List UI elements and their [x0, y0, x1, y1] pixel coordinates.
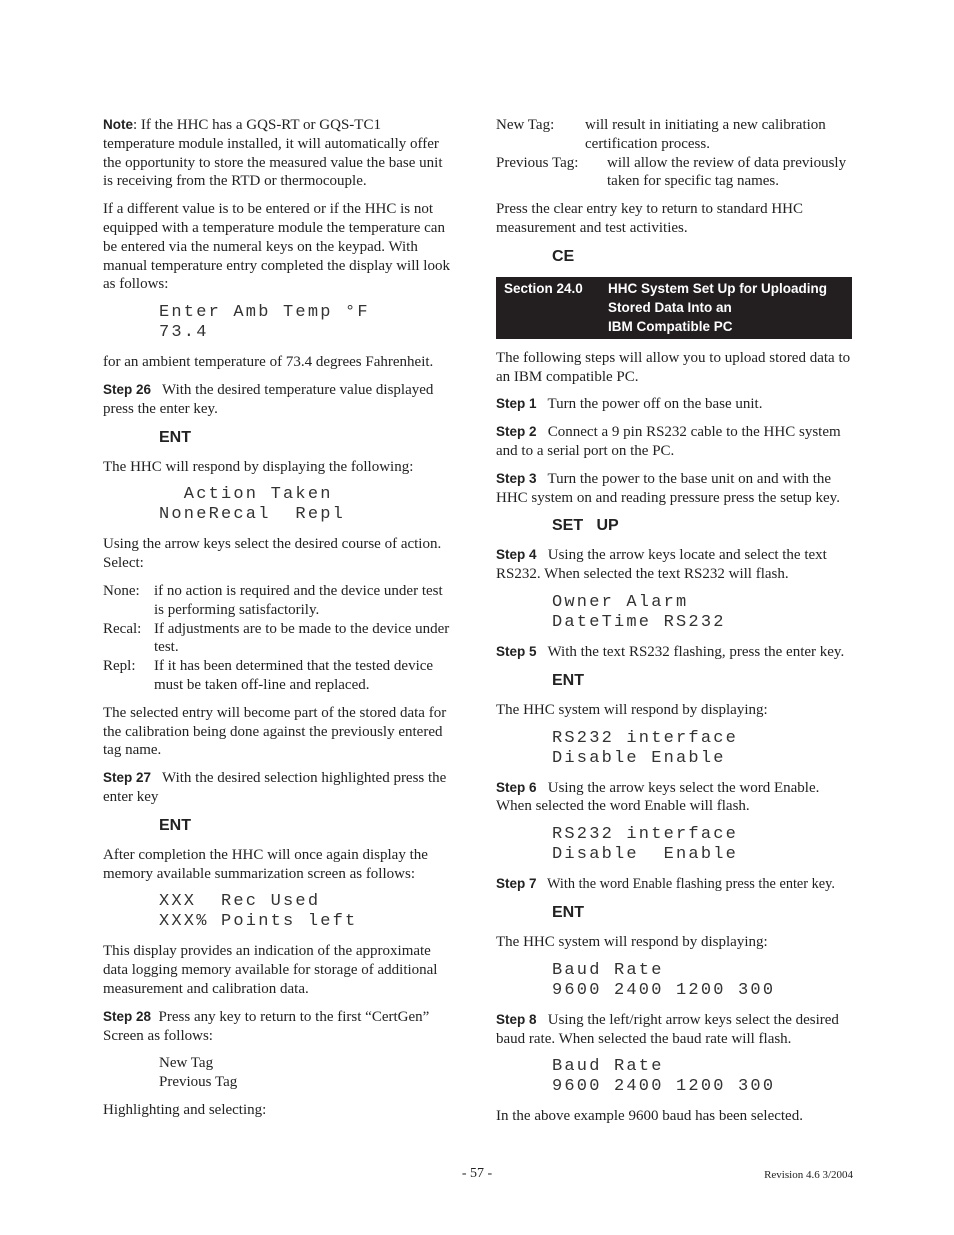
- step-2-label: Step 2: [496, 424, 537, 440]
- step-6: [496, 779, 852, 817]
- tag-new: [496, 116, 852, 154]
- display-indication-paragraph: This display provides an indication of the approximate data logging memory available for storage of additional measurement and calibration data.: [103, 943, 438, 997]
- tag-definition: will result in initiating a new calibration certification process.: [585, 117, 826, 152]
- tag-previous: [496, 154, 852, 192]
- step-1: [496, 395, 852, 414]
- action-options-list: [103, 582, 456, 695]
- step-5: [496, 643, 852, 662]
- tag-definition: will allow the review of data previously taken for specific tag names.: [607, 154, 847, 190]
- option-repl: [103, 657, 456, 695]
- section-heading-bar: [496, 277, 852, 339]
- step-5-label: Step 5: [496, 643, 537, 659]
- step-28-label: Step 28: [103, 1008, 152, 1024]
- note-paragraph: [103, 116, 456, 191]
- page-number: - 57 -: [461, 1166, 493, 1181]
- lcd-display-rs232-interface: RS232 interface Disable Enable: [552, 728, 739, 768]
- step-1-label: Step 1: [496, 396, 537, 412]
- clear-entry-key-label: CE: [552, 247, 575, 265]
- step-6-label: Step 6: [496, 779, 537, 795]
- step-8-text: Using the left/right arrow keys select the desired baud rate. When selected the baud rate will flash.: [496, 1011, 839, 1047]
- section-number: Section 24.0: [504, 280, 583, 296]
- step-6-text: Using the arrow keys select the word Enable. When selected the word Enable will flash.: [496, 779, 820, 815]
- note-text: : If the HHC has a GQS-RT or GQS-TC1 temperature module installed, it will automatically offer the opportunity to store the measured value the base unit is receiving from the RTD or thermocouple.: [103, 117, 443, 190]
- different-value-paragraph: If a different value is to be entered or if the HHC is not equipped with a temperature module the temperature can be entered via the numeral keys on the keypad. With manual temperature entry completed the display will look as follows:: [103, 201, 450, 293]
- tag-options-list: [496, 116, 852, 191]
- option-term: None:: [103, 582, 140, 599]
- enter-key-label: ENT: [159, 816, 191, 834]
- respond-paragraph: The HHC will respond by displaying the following:: [103, 458, 414, 475]
- step-27-text: With the desired selection highlighted press the enter key: [103, 770, 447, 805]
- lcd-display-baud-rate: Baud Rate 9600 2400 1200 300: [552, 960, 776, 1000]
- selected-entry-paragraph: The selected entry will become part of the stored data for the calibration being done against the previously entered tag name.: [103, 704, 447, 759]
- step-28-text: Press any key to return to the first “CertGen” Screen as follows:: [103, 1008, 430, 1044]
- menu-item-new-tag: New Tag: [159, 1055, 214, 1072]
- step-26-text: With the desired temperature value displayed press the enter key.: [103, 381, 434, 417]
- tag-term: Previous Tag:: [496, 154, 579, 171]
- setup-key-label: SET UP: [552, 517, 619, 535]
- step-8: [496, 1011, 852, 1049]
- step-2-text: Connect a 9 pin RS232 cable to the HHC system and to a serial port on the PC.: [496, 424, 841, 459]
- step-7: [496, 875, 852, 894]
- enter-key-label: ENT: [552, 671, 584, 689]
- arrow-keys-paragraph: Using the arrow keys select the desired course of action. Select:: [103, 536, 442, 572]
- option-definition: If it has been determined that the tested device must be taken off-line and replaced.: [154, 658, 434, 693]
- option-term: Repl:: [103, 658, 136, 675]
- section-title: HHC System Set Up for Uploading Stored Data Into an IBM Compatible PC: [608, 280, 828, 334]
- step-3: [496, 470, 852, 508]
- step-3-label: Step 3: [496, 470, 537, 486]
- step-4-text: Using the arrow keys locate and select the text RS232. When selected the text RS232 will flash.: [496, 547, 827, 583]
- step-5-text: With the text RS232 flashing, press the enter key.: [547, 643, 845, 660]
- option-recal: [103, 620, 456, 658]
- option-definition: if no action is required and the device under test is performing satisfactorily.: [154, 582, 443, 618]
- after-completion-paragraph: After completion the HHC will once again display the memory available summarization screen as follows:: [103, 846, 428, 882]
- highlighting-paragraph: Highlighting and selecting:: [103, 1101, 267, 1118]
- option-term: Recal:: [103, 620, 142, 637]
- respond-paragraph: The HHC system will respond by displaying:: [496, 933, 768, 950]
- clear-entry-paragraph: Press the clear entry key to return to standard HHC measurement and test activities.: [496, 201, 803, 236]
- step-3-text: Turn the power to the base unit on and with the HHC system on and reading pressure press the setup key.: [496, 470, 840, 506]
- step-26: [103, 381, 456, 419]
- enter-key-label: ENT: [159, 428, 191, 446]
- right-column: [496, 116, 852, 1135]
- lcd-display-owner-alarm: Owner Alarm DateTime RS232: [552, 592, 726, 632]
- revision-label: Revision 4.6 3/2004: [764, 1169, 853, 1181]
- lcd-display-temperature: Enter Amb Temp °F 73.4: [159, 303, 370, 343]
- ambient-paragraph: for an ambient temperature of 73.4 degrees Fahrenheit.: [103, 354, 434, 371]
- lcd-display-baud-rate-selected: Baud Rate 9600 2400 1200 300: [552, 1057, 776, 1097]
- enter-key-label: ENT: [552, 903, 584, 921]
- step-4-label: Step 4: [496, 547, 537, 563]
- left-column: [103, 116, 456, 1129]
- step-26-label: Step 26: [103, 381, 152, 397]
- tag-term: New Tag:: [496, 117, 555, 133]
- option-none: [103, 582, 456, 620]
- step-27: [103, 769, 456, 807]
- step-27-label: Step 27: [103, 770, 152, 786]
- step-4: [496, 546, 852, 584]
- menu-item-previous-tag: Previous Tag: [159, 1074, 238, 1091]
- option-definition: If adjustments are to be made to the device under test.: [154, 620, 450, 656]
- step-7-text: With the word Enable flashing press the enter key.: [546, 876, 835, 893]
- example-paragraph: In the above example 9600 baud has been selected.: [496, 1108, 803, 1125]
- step-8-label: Step 8: [496, 1011, 537, 1027]
- following-steps-paragraph: The following steps will allow you to upload stored data to an IBM compatible PC.: [496, 349, 851, 385]
- step-28: [103, 1008, 456, 1046]
- step-1-text: Turn the power off on the base unit.: [547, 396, 763, 413]
- lcd-display-action-taken: Action Taken NoneRecal Repl: [159, 485, 346, 525]
- respond-paragraph: The HHC system will respond by displaying:: [496, 701, 768, 718]
- lcd-display-records-used: XXX Rec Used XXX% Points left: [159, 892, 358, 932]
- step-2: [496, 423, 852, 461]
- step-7-label: Step 7: [496, 876, 537, 892]
- lcd-display-rs232-enable: RS232 interface Disable Enable: [552, 825, 739, 865]
- note-label: Note: [103, 117, 133, 132]
